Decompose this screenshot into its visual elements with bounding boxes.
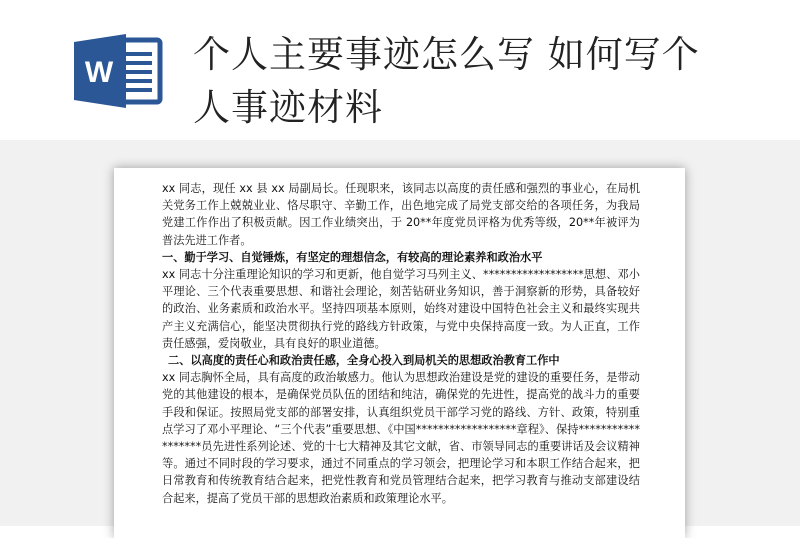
page-title-line-1: 个人主要事迹怎么写 如何写个 [193,33,700,76]
document-paragraph: xx 同志，现任 xx 县 xx 局副局长。任现职来，该同志以高度的责任感和强烈的事业心，在局机关党务工作上兢兢业业、恪尽职守、辛勤工作，出色地完成了局党支部交给的各项任务，为我局党建工作作出了积极贡献。因工作业绩突出，于 20**年度党员评格为优秀等级，20**年被评为普法先进工作者。 [162,182,640,247]
word-document-icon [72,32,164,110]
page-title [193,28,753,134]
page-title-line-2: 人事迹材料 [193,86,383,129]
document-body [162,180,640,507]
word-icon-letter: W [84,56,114,89]
header [0,0,800,140]
section-heading: 一、勤于学习、自觉锤炼，有坚定的理想信念，有较高的理论素养和政治水平 [162,250,543,264]
document-paragraph: xx 同志十分注重理论知识的学习和更新，他自觉学习马列主义、******************思想、邓小平理论、三个代表重要思想、和谐社会理论，刻苦钻研业务知识，善于洞察新的形势，具备较好的政治、业务素质和政治水平。坚持四项基本原则，始终对建设中国特色社会主义和最终实现共产主义充满信心，能坚决贯彻执行党的路线方针政策，与党中央保持高度一致。为人正直，工作责任感强，爱岗敬业，具有良好的职业道德。 [162,268,640,350]
section-heading: 二、以高度的责任心和政治责任感，全身心投入到局机关的思想政治教育工作中 [168,354,560,368]
document-paragraph: xx 同志胸怀全局，具有高度的政治敏感力。他认为思想政治建设是党的建设的重要任务，是带动党的其他建设的根本，是确保党员队伍的团结和纯洁，确保党的先进性，提高党的战斗力的重要手段和保证。按照局党支部的部署安排，认真组织党员干部学习党的路线、方针、政策，特别重点学习了邓小平理论、“三个代表”重要思想、《中国******************章程》、保持******************员先进性系列论述、党的十七大精神及其它文献，省、市领导同志的重要讲话及会议精神等。通过不同时段的学习要求，通过不同重点的学习领会，把理论学习和本职工作结合起来，把日常教育和传统教育结合起来，把党性教育和党员管理结合起来，把学习教育与推动支部建设结合起来，提高了党员干部的思想政治素质和政策理论水平。 [162,371,640,505]
